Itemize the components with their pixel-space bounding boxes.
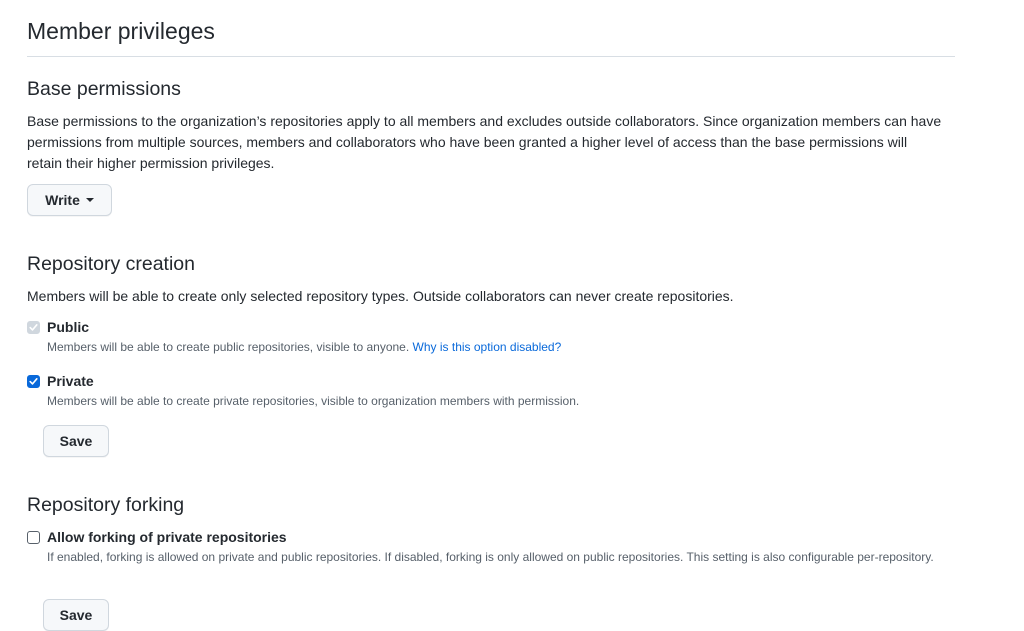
base-permissions-dropdown[interactable] (27, 184, 112, 216)
page-title: Member privileges (27, 18, 215, 44)
why-disabled-link[interactable]: Why is this option disabled? (412, 340, 562, 354)
allow-forking-checkbox[interactable] (27, 531, 40, 544)
base-permissions-heading: Base permissions (27, 78, 181, 100)
title-divider (27, 56, 955, 57)
private-option-label: Private (47, 373, 94, 389)
private-checkbox[interactable] (27, 375, 40, 388)
repository-forking-heading: Repository forking (27, 494, 185, 516)
repository-creation-heading: Repository creation (27, 253, 195, 275)
repository-creation-description: Members will be able to create only selected repository types. Outside collaborators can never create repositories. (27, 288, 734, 304)
base-permissions-description: Base permissions to the organization’s repositories apply to all members and excludes outside collaborators. Since organization members can have permissions from multiple sources, members and collaborators who have been granted a higher level of access than the base permissions will retain their higher permission privileges. (27, 113, 942, 171)
private-option-note: Members will be able to create private repositories, visible to organization members with permission. (47, 394, 580, 408)
public-option-note (47, 338, 561, 356)
allow-forking-note: If enabled, forking is allowed on private and public repositories. If disabled, forking is only allowed on public repositories. This setting is also configurable per-repository. (47, 550, 934, 564)
repository-creation-save-button[interactable]: Save (43, 425, 109, 457)
public-option-label: Public (47, 319, 90, 335)
caret-down-icon (86, 198, 94, 202)
check-icon (29, 323, 38, 332)
repository-forking-save-button[interactable]: Save (43, 599, 109, 631)
check-icon (29, 377, 38, 386)
allow-forking-label: Allow forking of private repositories (47, 529, 287, 545)
public-checkbox[interactable] (27, 321, 40, 334)
public-option-note-text: Members will be able to create public repositories, visible to anyone. (47, 340, 410, 354)
base-permissions-value: Write (45, 192, 80, 208)
